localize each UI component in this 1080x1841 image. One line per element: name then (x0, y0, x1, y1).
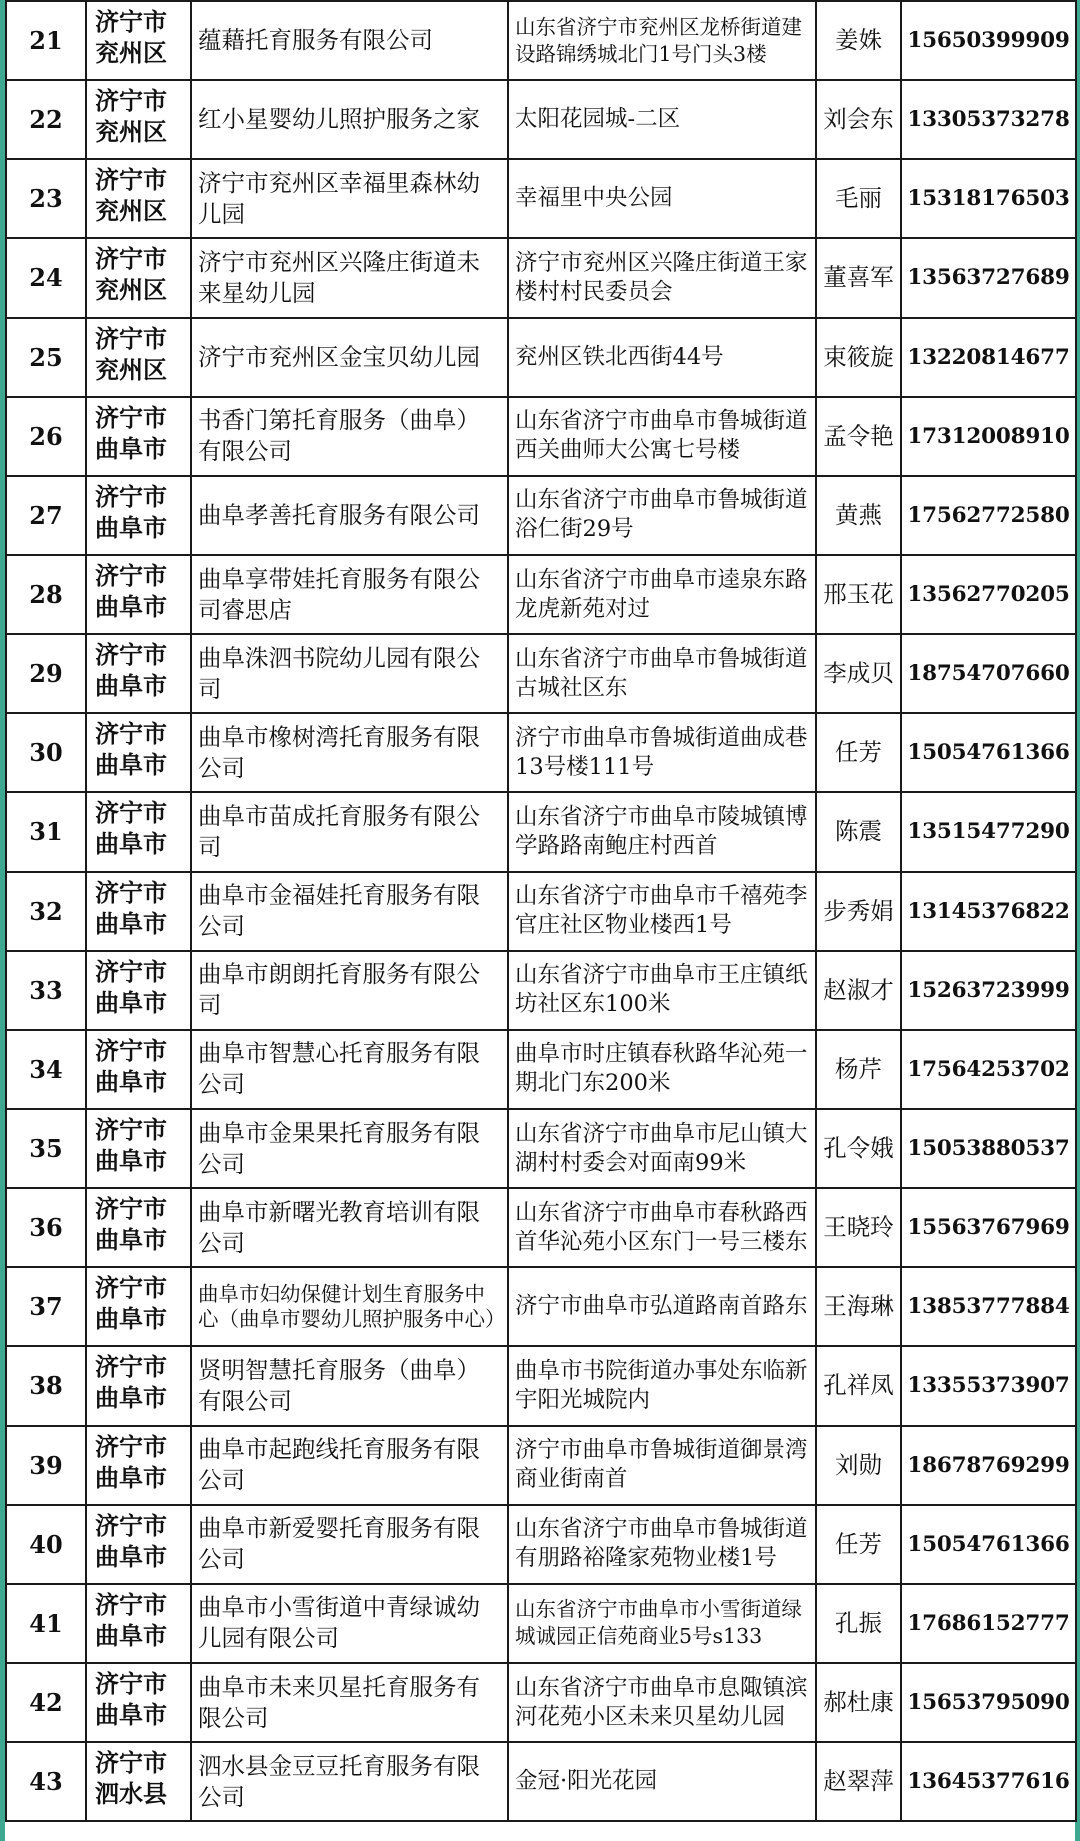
row-number: 31 (6, 792, 86, 871)
row-number: 42 (6, 1663, 86, 1742)
row-number: 25 (6, 318, 86, 397)
contact-person-cell: 束筱旋 (816, 318, 901, 397)
contact-person-cell: 孔祥凤 (816, 1346, 901, 1425)
region-cell: 济宁市曲阜市 (86, 1267, 191, 1346)
region-cell: 济宁市曲阜市 (86, 1584, 191, 1663)
region-cell: 济宁市曲阜市 (86, 1188, 191, 1267)
row-number: 39 (6, 1426, 86, 1505)
region-cell: 济宁市兖州区 (86, 80, 191, 159)
institution-name-cell: 曲阜洙泗书院幼儿园有限公司 (191, 634, 508, 713)
institution-name-cell: 曲阜享带娃托育服务有限公司睿思店 (191, 555, 508, 634)
region-cell: 济宁市曲阜市 (86, 1505, 191, 1584)
contact-person-cell: 刘勋 (816, 1426, 901, 1505)
contact-person-cell: 杨芹 (816, 1030, 901, 1109)
phone-cell: 15650399909 (901, 1, 1076, 80)
contact-person-cell: 孔令娥 (816, 1109, 901, 1188)
region-cell: 济宁市曲阜市 (86, 1663, 191, 1742)
table-row (6, 792, 1076, 871)
row-number: 37 (6, 1267, 86, 1346)
table-row (6, 476, 1076, 555)
table-row (6, 951, 1076, 1030)
phone-cell: 17562772580 (901, 476, 1076, 555)
address-cell: 山东省济宁市曲阜市陵城镇博学路路南鲍庄村西首 (508, 792, 816, 871)
phone-cell: 13145376822 (901, 872, 1076, 951)
nursery-table (5, 0, 1077, 1822)
table-row (6, 1188, 1076, 1267)
table-row (6, 1742, 1076, 1821)
contact-person-cell: 邢玉花 (816, 555, 901, 634)
institution-name-cell: 曲阜孝善托育服务有限公司 (191, 476, 508, 555)
region-cell: 济宁市曲阜市 (86, 397, 191, 476)
contact-person-cell: 王晓玲 (816, 1188, 901, 1267)
address-cell: 兖州区铁北西街44号 (508, 318, 816, 397)
table-row (6, 1030, 1076, 1109)
region-cell: 济宁市曲阜市 (86, 476, 191, 555)
row-number: 23 (6, 159, 86, 238)
institution-name-cell: 贤明智慧托育服务（曲阜）有限公司 (191, 1346, 508, 1425)
address-cell: 金冠·阳光花园 (508, 1742, 816, 1821)
institution-name-cell: 曲阜市朗朗托育服务有限公司 (191, 951, 508, 1030)
address-cell: 曲阜市时庄镇春秋路华沁苑一期北门东200米 (508, 1030, 816, 1109)
phone-cell: 17564253702 (901, 1030, 1076, 1109)
region-cell: 济宁市曲阜市 (86, 792, 191, 871)
phone-cell: 17686152777 (901, 1584, 1076, 1663)
region-cell: 济宁市曲阜市 (86, 555, 191, 634)
document-sheet (5, 0, 1075, 1841)
address-cell: 山东省济宁市曲阜市千禧苑李官庄社区物业楼西1号 (508, 872, 816, 951)
institution-name-cell: 曲阜市未来贝星托育服务有限公司 (191, 1663, 508, 1742)
phone-cell: 15653795090 (901, 1663, 1076, 1742)
row-number: 43 (6, 1742, 86, 1821)
row-number: 36 (6, 1188, 86, 1267)
address-cell: 山东省济宁市曲阜市小雪街道绿城诚园正信苑商业5号s133 (508, 1584, 816, 1663)
institution-name-cell: 济宁市兖州区幸福里森林幼儿园 (191, 159, 508, 238)
table-row (6, 1426, 1076, 1505)
table-row (6, 1267, 1076, 1346)
table-row (6, 1346, 1076, 1425)
row-number: 22 (6, 80, 86, 159)
region-cell: 济宁市兖州区 (86, 1, 191, 80)
phone-cell: 18754707660 (901, 634, 1076, 713)
address-cell: 山东省济宁市曲阜市鲁城街道西关曲师大公寓七号楼 (508, 397, 816, 476)
contact-person-cell: 董喜军 (816, 238, 901, 317)
address-cell: 太阳花园城-二区 (508, 80, 816, 159)
address-cell: 山东省济宁市曲阜市鲁城街道有朋路裕隆家苑物业楼1号 (508, 1505, 816, 1584)
contact-person-cell: 孔振 (816, 1584, 901, 1663)
contact-person-cell: 任芳 (816, 1505, 901, 1584)
phone-cell: 15563767969 (901, 1188, 1076, 1267)
institution-name-cell: 曲阜市小雪街道中青绿诚幼儿园有限公司 (191, 1584, 508, 1663)
institution-name-cell: 曲阜市新曙光教育培训有限公司 (191, 1188, 508, 1267)
row-number: 34 (6, 1030, 86, 1109)
phone-cell: 13305373278 (901, 80, 1076, 159)
address-cell: 济宁市曲阜市鲁城街道御景湾商业街南首 (508, 1426, 816, 1505)
institution-name-cell: 曲阜市起跑线托育服务有限公司 (191, 1426, 508, 1505)
phone-cell: 15054761366 (901, 713, 1076, 792)
table-row (6, 238, 1076, 317)
address-cell: 幸福里中央公园 (508, 159, 816, 238)
row-number: 35 (6, 1109, 86, 1188)
row-number: 28 (6, 555, 86, 634)
contact-person-cell: 任芳 (816, 713, 901, 792)
institution-name-cell: 书香门第托育服务（曲阜）有限公司 (191, 397, 508, 476)
phone-cell: 13562770205 (901, 555, 1076, 634)
institution-name-cell: 曲阜市橡树湾托育服务有限公司 (191, 713, 508, 792)
row-number: 26 (6, 397, 86, 476)
phone-cell: 15053880537 (901, 1109, 1076, 1188)
contact-person-cell: 黄燕 (816, 476, 901, 555)
address-cell: 济宁市曲阜市鲁城街道曲成巷13号楼111号 (508, 713, 816, 792)
institution-name-cell: 曲阜市智慧心托育服务有限公司 (191, 1030, 508, 1109)
contact-person-cell: 步秀娟 (816, 872, 901, 951)
institution-name-cell: 曲阜市金果果托育服务有限公司 (191, 1109, 508, 1188)
contact-person-cell: 刘会东 (816, 80, 901, 159)
region-cell: 济宁市曲阜市 (86, 1030, 191, 1109)
phone-cell: 15054761366 (901, 1505, 1076, 1584)
table-row (6, 1584, 1076, 1663)
phone-cell: 15263723999 (901, 951, 1076, 1030)
phone-cell: 13563727689 (901, 238, 1076, 317)
region-cell: 济宁市兖州区 (86, 159, 191, 238)
address-cell: 济宁市曲阜市弘道路南首路东 (508, 1267, 816, 1346)
phone-cell: 13645377616 (901, 1742, 1076, 1821)
table-row (6, 397, 1076, 476)
table-row (6, 159, 1076, 238)
phone-cell: 18678769299 (901, 1426, 1076, 1505)
institution-name-cell: 曲阜市苗成托育服务有限公司 (191, 792, 508, 871)
table-body (6, 1, 1076, 1821)
address-cell: 山东省济宁市曲阜市春秋路西首华沁苑小区东门一号三楼东 (508, 1188, 816, 1267)
address-cell: 山东省济宁市曲阜市尼山镇大湖村村委会对面南99米 (508, 1109, 816, 1188)
table-row (6, 1663, 1076, 1742)
table-row (6, 1109, 1076, 1188)
institution-name-cell: 曲阜市金福娃托育服务有限公司 (191, 872, 508, 951)
address-cell: 曲阜市书院街道办事处东临新宇阳光城院内 (508, 1346, 816, 1425)
contact-person-cell: 陈震 (816, 792, 901, 871)
address-cell: 山东省济宁市曲阜市逵泉东路龙虎新苑对过 (508, 555, 816, 634)
table-row (6, 1505, 1076, 1584)
institution-name-cell: 济宁市兖州区兴隆庄街道未来星幼儿园 (191, 238, 508, 317)
contact-person-cell: 赵翠萍 (816, 1742, 901, 1821)
table-row (6, 318, 1076, 397)
table-row (6, 872, 1076, 951)
region-cell: 济宁市曲阜市 (86, 634, 191, 713)
institution-name-cell: 曲阜市妇幼保健计划生育服务中心（曲阜市婴幼儿照护服务中心） (191, 1267, 508, 1346)
contact-person-cell: 郝杜康 (816, 1663, 901, 1742)
table-row (6, 1, 1076, 80)
address-cell: 山东省济宁市曲阜市王庄镇纸坊社区东100米 (508, 951, 816, 1030)
address-cell: 山东省济宁市兖州区龙桥街道建设路锦绣城北门1号门头3楼 (508, 1, 816, 80)
institution-name-cell: 蕴藉托育服务有限公司 (191, 1, 508, 80)
row-number: 33 (6, 951, 86, 1030)
row-number: 38 (6, 1346, 86, 1425)
region-cell: 济宁市泗水县 (86, 1742, 191, 1821)
institution-name-cell: 曲阜市新爱婴托育服务有限公司 (191, 1505, 508, 1584)
region-cell: 济宁市曲阜市 (86, 951, 191, 1030)
phone-cell: 15318176503 (901, 159, 1076, 238)
institution-name-cell: 红小星婴幼儿照护服务之家 (191, 80, 508, 159)
region-cell: 济宁市曲阜市 (86, 1109, 191, 1188)
region-cell: 济宁市兖州区 (86, 318, 191, 397)
contact-person-cell: 李成贝 (816, 634, 901, 713)
row-number: 40 (6, 1505, 86, 1584)
address-cell: 山东省济宁市曲阜市鲁城街道古城社区东 (508, 634, 816, 713)
region-cell: 济宁市曲阜市 (86, 713, 191, 792)
phone-cell: 17312008910 (901, 397, 1076, 476)
phone-cell: 13355373907 (901, 1346, 1076, 1425)
contact-person-cell: 孟令艳 (816, 397, 901, 476)
address-cell: 山东省济宁市曲阜市息陬镇滨河花苑小区未来贝星幼儿园 (508, 1663, 816, 1742)
region-cell: 济宁市曲阜市 (86, 1426, 191, 1505)
contact-person-cell: 赵淑才 (816, 951, 901, 1030)
region-cell: 济宁市曲阜市 (86, 1346, 191, 1425)
table-row (6, 713, 1076, 792)
phone-cell: 13220814677 (901, 318, 1076, 397)
row-number: 27 (6, 476, 86, 555)
address-cell: 山东省济宁市曲阜市鲁城街道浴仁街29号 (508, 476, 816, 555)
contact-person-cell: 毛丽 (816, 159, 901, 238)
row-number: 24 (6, 238, 86, 317)
institution-name-cell: 泗水县金豆豆托育服务有限公司 (191, 1742, 508, 1821)
row-number: 41 (6, 1584, 86, 1663)
row-number: 32 (6, 872, 86, 951)
row-number: 21 (6, 1, 86, 80)
table-row (6, 555, 1076, 634)
phone-cell: 13853777884 (901, 1267, 1076, 1346)
contact-person-cell: 王海琳 (816, 1267, 901, 1346)
region-cell: 济宁市兖州区 (86, 238, 191, 317)
institution-name-cell: 济宁市兖州区金宝贝幼儿园 (191, 318, 508, 397)
row-number: 29 (6, 634, 86, 713)
table-row (6, 634, 1076, 713)
address-cell: 济宁市兖州区兴隆庄街道王家楼村村民委员会 (508, 238, 816, 317)
contact-person-cell: 姜姝 (816, 1, 901, 80)
phone-cell: 13515477290 (901, 792, 1076, 871)
region-cell: 济宁市曲阜市 (86, 872, 191, 951)
table-row (6, 80, 1076, 159)
row-number: 30 (6, 713, 86, 792)
